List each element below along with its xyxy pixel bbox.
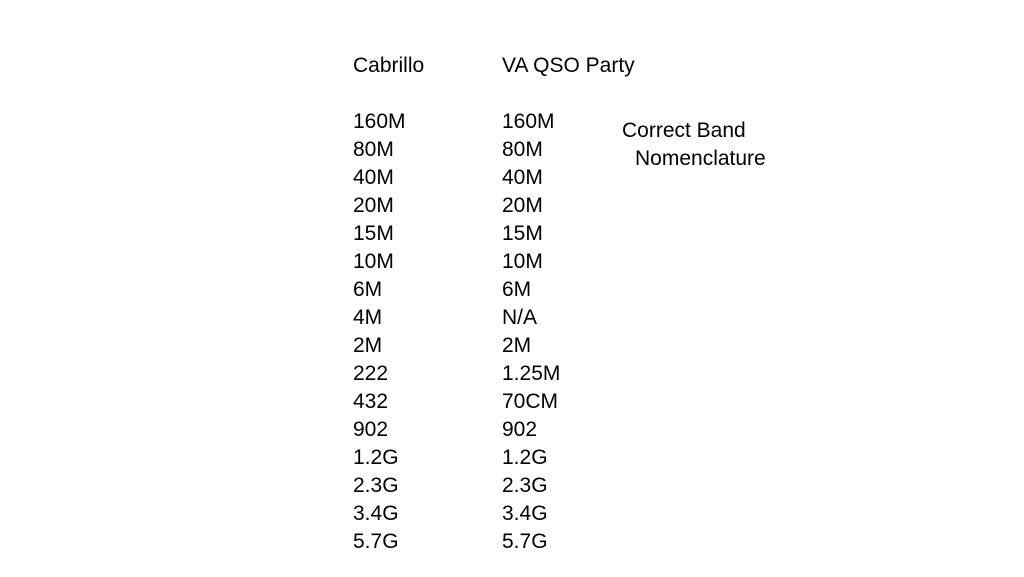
cabrillo-band-cell: 5.7G (353, 530, 399, 553)
cabrillo-band-cell: 6M (353, 278, 383, 301)
cabrillo-band-cell: 2M (353, 334, 383, 357)
cabrillo-header: Cabrillo (353, 54, 425, 77)
va-qso-party-band-cell: 5.7G (502, 530, 548, 553)
note-line-2: Nomenclature (635, 147, 766, 170)
va-qso-party-band-cell: 15M (502, 222, 543, 245)
cabrillo-band-cell: 2.3G (353, 474, 399, 497)
cabrillo-band-cell: 902 (353, 418, 389, 441)
cabrillo-band-cell: 3.4G (353, 502, 399, 525)
cabrillo-band-cell: 1.2G (353, 446, 399, 469)
va-qso-party-band-cell: 80M (502, 138, 543, 161)
va-qso-party-band-cell: 3.4G (502, 502, 548, 525)
va-qso-party-band-cell: 20M (502, 194, 543, 217)
va-qso-party-band-cell: N/A (502, 306, 538, 329)
cabrillo-band-cell: 10M (353, 250, 394, 273)
cabrillo-band-cell: 20M (353, 194, 394, 217)
cabrillo-column (353, 52, 424, 556)
va-qso-party-band-cell: 10M (502, 250, 543, 273)
cabrillo-band-cell: 40M (353, 166, 394, 189)
va-qso-party-band-cell: 1.25M (502, 362, 561, 385)
cabrillo-band-cell: 4M (353, 306, 383, 329)
va-qso-party-band-list (502, 108, 635, 556)
va-qso-party-band-cell: 6M (502, 278, 532, 301)
cabrillo-band-list (353, 108, 424, 556)
note-line-1: Correct Band (622, 119, 746, 142)
va-qso-party-band-cell: 70CM (502, 390, 559, 413)
cabrillo-band-cell: 432 (353, 390, 389, 413)
va-qso-party-band-cell: 1.2G (502, 446, 548, 469)
va-qso-party-band-cell: 2.3G (502, 474, 548, 497)
va-qso-party-band-cell: 2M (502, 334, 532, 357)
va-qso-party-column (502, 52, 635, 556)
cabrillo-band-cell: 160M (353, 110, 406, 133)
va-qso-party-band-cell: 902 (502, 418, 538, 441)
va-qso-party-band-cell: 160M (502, 110, 555, 133)
va-qso-party-band-cell: 40M (502, 166, 543, 189)
cabrillo-band-cell: 80M (353, 138, 394, 161)
va-qso-party-header: VA QSO Party (502, 54, 635, 77)
cabrillo-band-cell: 15M (353, 222, 394, 245)
correct-band-nomenclature-note (622, 117, 766, 173)
cabrillo-band-cell: 222 (353, 362, 389, 385)
